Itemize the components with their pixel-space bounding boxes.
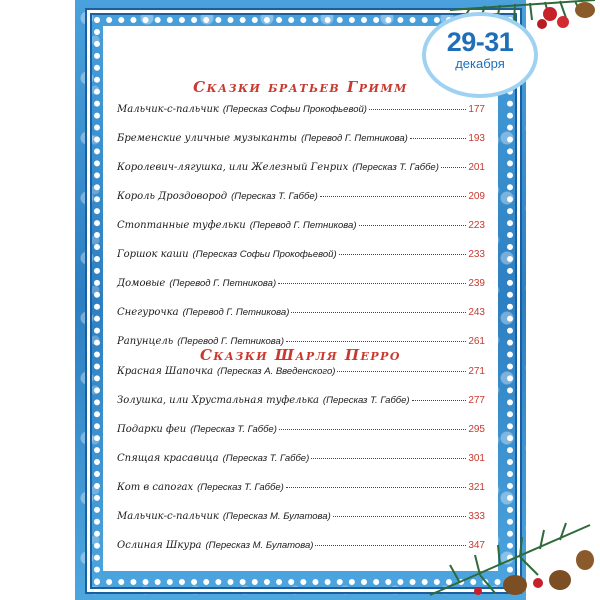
toc-entry[interactable] — [117, 278, 485, 307]
page-number: 223 — [468, 220, 485, 231]
story-credit: (Пересказ Т. Габбе) — [322, 395, 410, 406]
dot-leader — [311, 458, 466, 459]
dot-leader — [339, 254, 467, 255]
story-credit: (Пересказ Т. Габбе) — [190, 424, 277, 435]
page-number: 295 — [468, 424, 485, 435]
dot-leader — [337, 371, 466, 372]
toc-entry[interactable] — [117, 366, 485, 395]
story-title: Ослиная Шкура — [117, 540, 202, 551]
toc-entry[interactable] — [117, 482, 485, 511]
toc-list-perrault — [117, 366, 485, 569]
dot-leader — [279, 429, 466, 430]
dot-leader — [441, 167, 466, 168]
toc-entry[interactable] — [117, 104, 485, 133]
page-number: 347 — [468, 540, 485, 551]
page-number: 239 — [468, 278, 485, 289]
page-number: 271 — [468, 366, 485, 377]
story-credit: (Перевод Г. Петникова) — [249, 220, 357, 231]
page-number: 243 — [468, 307, 485, 318]
story-credit: (Пересказ Т. Габбе) — [197, 482, 284, 493]
story-credit: (Пересказ Т. Габбе) — [222, 453, 310, 464]
page-number: 209 — [468, 191, 485, 202]
story-title: Спящая красавица — [117, 453, 219, 464]
dot-leader — [333, 516, 467, 517]
dot-leader — [320, 196, 467, 197]
page-number: 261 — [468, 336, 485, 347]
toc-list-grimm — [117, 104, 485, 365]
story-credit: (Перевод Г. Петникова) — [177, 336, 285, 347]
story-title: Снегурочка — [117, 307, 179, 318]
story-title: Рапунцель — [117, 336, 174, 347]
story-title: Золушка, или Хрустальная туфелька — [117, 395, 319, 406]
date-month: декабря — [455, 56, 505, 71]
story-title: Король Дроздовород — [117, 191, 228, 202]
dot-leader — [286, 487, 467, 488]
page-number: 321 — [468, 482, 485, 493]
page-number: 233 — [468, 249, 485, 260]
story-title: Подарки феи — [117, 424, 187, 435]
page-number: 177 — [468, 104, 485, 115]
story-credit: (Пересказ М. Булатова) — [205, 540, 314, 551]
story-credit: (Перевод Г. Петникова) — [182, 307, 290, 318]
story-title: Стоптанные туфельки — [117, 220, 246, 231]
date-range: 29-31 — [446, 27, 514, 57]
story-title: Королевич-лягушка, или Железный Генрих — [117, 162, 349, 173]
story-credit: (Пересказ Софьи Прокофьевой) — [192, 249, 337, 260]
story-title: Красная Шапочка — [117, 366, 214, 377]
section-title-perrault: Сказки Шарля Перро — [199, 346, 402, 364]
story-title: Кот в сапогах — [117, 482, 194, 493]
toc-entry[interactable] — [117, 307, 485, 336]
dot-leader — [286, 341, 466, 342]
toc-entry[interactable] — [117, 424, 485, 453]
story-credit: (Пересказ Т. Габбе) — [231, 191, 318, 202]
story-title: Мальчик-с-пальчик — [117, 511, 219, 522]
dot-leader — [291, 312, 466, 313]
toc-entry[interactable] — [117, 453, 485, 482]
story-credit: (Перевод Г. Петникова) — [301, 133, 408, 144]
story-title: Мальчик-с-пальчик — [117, 104, 219, 115]
story-credit: (Пересказ Софьи Прокофьевой) — [222, 104, 367, 115]
dot-leader — [369, 109, 466, 110]
story-title: Горшок каши — [117, 249, 189, 260]
story-title: Бременские уличные музыканты — [117, 133, 298, 144]
toc-entry[interactable] — [117, 162, 485, 191]
toc-entry[interactable] — [117, 511, 485, 540]
story-credit: (Перевод Г. Петникова) — [169, 278, 277, 289]
dot-leader — [410, 138, 466, 139]
toc-entry[interactable] — [117, 540, 485, 569]
story-credit: (Пересказ А. Введенского) — [217, 366, 336, 377]
page-number: 301 — [468, 453, 485, 464]
page-number: 333 — [468, 511, 485, 522]
story-credit: (Пересказ Т. Габбе) — [352, 162, 439, 173]
page-number: 193 — [468, 133, 485, 144]
story-credit: (Пересказ М. Булатова) — [222, 511, 331, 522]
section-title-grimm: Сказки братьев Гримм — [193, 78, 408, 96]
toc-entry[interactable] — [117, 191, 485, 220]
dot-leader — [359, 225, 467, 226]
toc-entry[interactable] — [117, 249, 485, 278]
dot-leader — [412, 400, 467, 401]
toc-entry[interactable] — [117, 220, 485, 249]
toc-entry[interactable] — [117, 133, 485, 162]
page-number: 201 — [468, 162, 485, 173]
story-title: Домовые — [117, 278, 166, 289]
dot-leader — [315, 545, 466, 546]
toc-entry[interactable] — [117, 395, 485, 424]
dot-leader — [278, 283, 466, 284]
page-number: 277 — [468, 395, 485, 406]
